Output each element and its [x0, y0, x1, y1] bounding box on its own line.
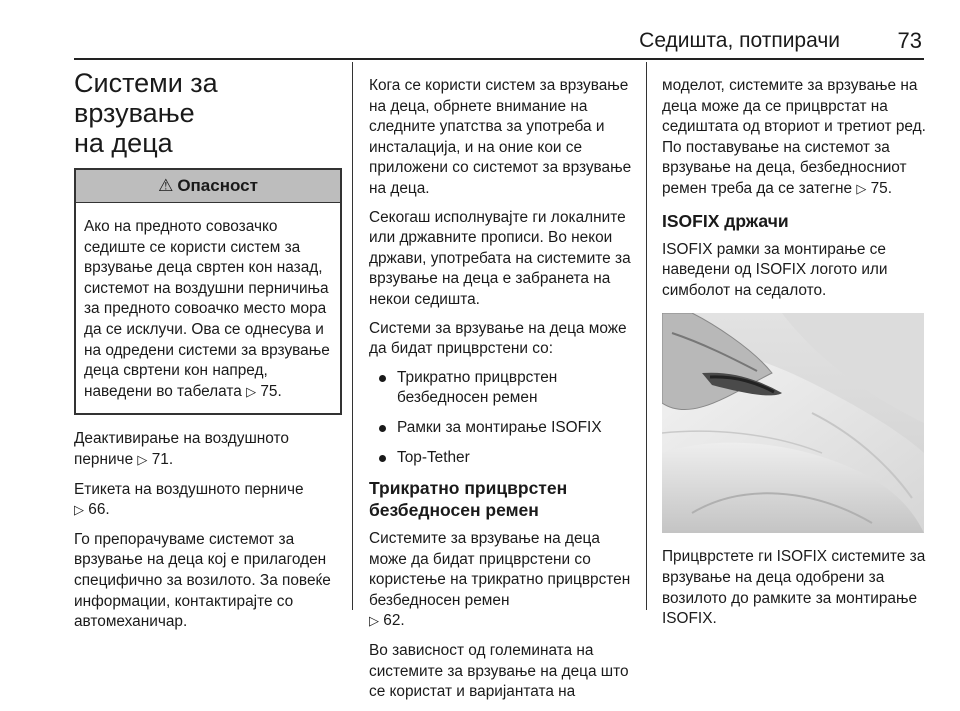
- crossref-arrow-icon: ▷: [137, 452, 148, 468]
- right-column: [662, 62, 926, 638]
- paragraph-text: Етикета на воздушното перниче: [74, 480, 304, 498]
- paragraph: [74, 480, 342, 522]
- page-ref[interactable]: 62.: [383, 612, 405, 630]
- paragraph: [369, 529, 635, 633]
- column-divider-2: [646, 62, 647, 610]
- section-title: [74, 68, 342, 158]
- crossref-arrow-icon: ▷: [369, 614, 379, 630]
- middle-column: [369, 62, 635, 711]
- paragraph: Го препорачуваме системот за врзување на деца кој е прилагоден специфично за возилото. За повеќе информации, контактирајте со автомеханичар.: [74, 530, 331, 631]
- list-item: Трикратно прицврстен безбедносен ремен: [369, 368, 635, 409]
- list-item: Top-Tether: [369, 448, 635, 469]
- isofix-seat-photo: [662, 313, 924, 533]
- page-header: [0, 0, 960, 60]
- paragraph: Секогаш исполнувајте ги локалните или државните прописи. Во некои држави, употребата на системите за врзување на деца е забранета на некои седишта.: [369, 208, 631, 308]
- crossref-arrow-icon: ▷: [856, 181, 867, 197]
- paragraph: Системи за врзување на деца може да бидат прицврстени со:: [369, 319, 627, 358]
- warning-text: Ако на предното совозачко седиште се користи систем за врзување деца свртен кон назад, системот на воздушни перничиња за предното совоачко место мора да се исклучи. Ова се однесува и на одредени системи за врзување деца свртени кон напред, наведени во табелата: [84, 218, 330, 400]
- paragraph-text: моделот, системите за врзување на деца може да се прицврстат на седиштата од вториот и третиот ред. По поставување на системот за врзување на деца, безбедносниот ремен треба да се затегне: [662, 77, 926, 197]
- left-column: [74, 62, 342, 641]
- paragraph: Во зависност од големината на системите за врзување на деца што се користат и варијантата на: [369, 642, 629, 701]
- header-title: Седишта, потпирачи: [639, 29, 840, 52]
- page-number: 73: [897, 28, 922, 53]
- warning-triangle-icon: ⚠: [158, 175, 174, 195]
- header-rule: [74, 58, 924, 60]
- page-ref[interactable]: 71.: [151, 450, 174, 468]
- section-title-line2: на деца: [74, 128, 173, 158]
- paragraph: Кога се користи систем за врзување на деца, обрнете внимание на следните упатства за употреба и инсталација, и на оние кои се приложени со системот за врзување на деца.: [369, 77, 632, 197]
- warning-box: [74, 168, 342, 415]
- paragraph: Прицврстете ги ISOFIX системите за врзување на деца одобрени за возилото до рамките за монтирање ISOFIX.: [662, 548, 926, 628]
- paragraph: [74, 429, 342, 471]
- warning-title: Опасност: [177, 175, 258, 195]
- seat-illustration: [662, 313, 924, 533]
- paragraph: ISOFIX рамки за монтирање се наведени од ISOFIX логото или симболот на седалото.: [662, 240, 888, 299]
- list-item: Рамки за монтирање ISOFIX: [369, 418, 635, 439]
- subheading: Трикратно прицврстен безбедносен ремен: [369, 478, 568, 521]
- warning-body: [76, 203, 340, 413]
- crossref-arrow-icon: ▷: [246, 384, 257, 400]
- warning-ref[interactable]: 75.: [260, 382, 282, 400]
- section-title-line1: Системи за врзување: [74, 68, 218, 128]
- column-divider-1: [352, 62, 353, 610]
- warning-header: [76, 170, 340, 203]
- bullet-list: [369, 368, 635, 468]
- subheading: ISOFIX држачи: [662, 210, 789, 231]
- paragraph: [662, 76, 926, 201]
- paragraph-text: Системите за врзување на деца може да бидат прицврстени со користење на трикратно прицврстен безбедносен ремен: [369, 530, 631, 609]
- crossref-arrow-icon: ▷: [74, 503, 84, 519]
- page-ref[interactable]: 66.: [88, 501, 110, 519]
- page-ref[interactable]: 75.: [870, 179, 893, 197]
- paragraph-text: Деактивирање на воздушното перниче: [74, 430, 289, 468]
